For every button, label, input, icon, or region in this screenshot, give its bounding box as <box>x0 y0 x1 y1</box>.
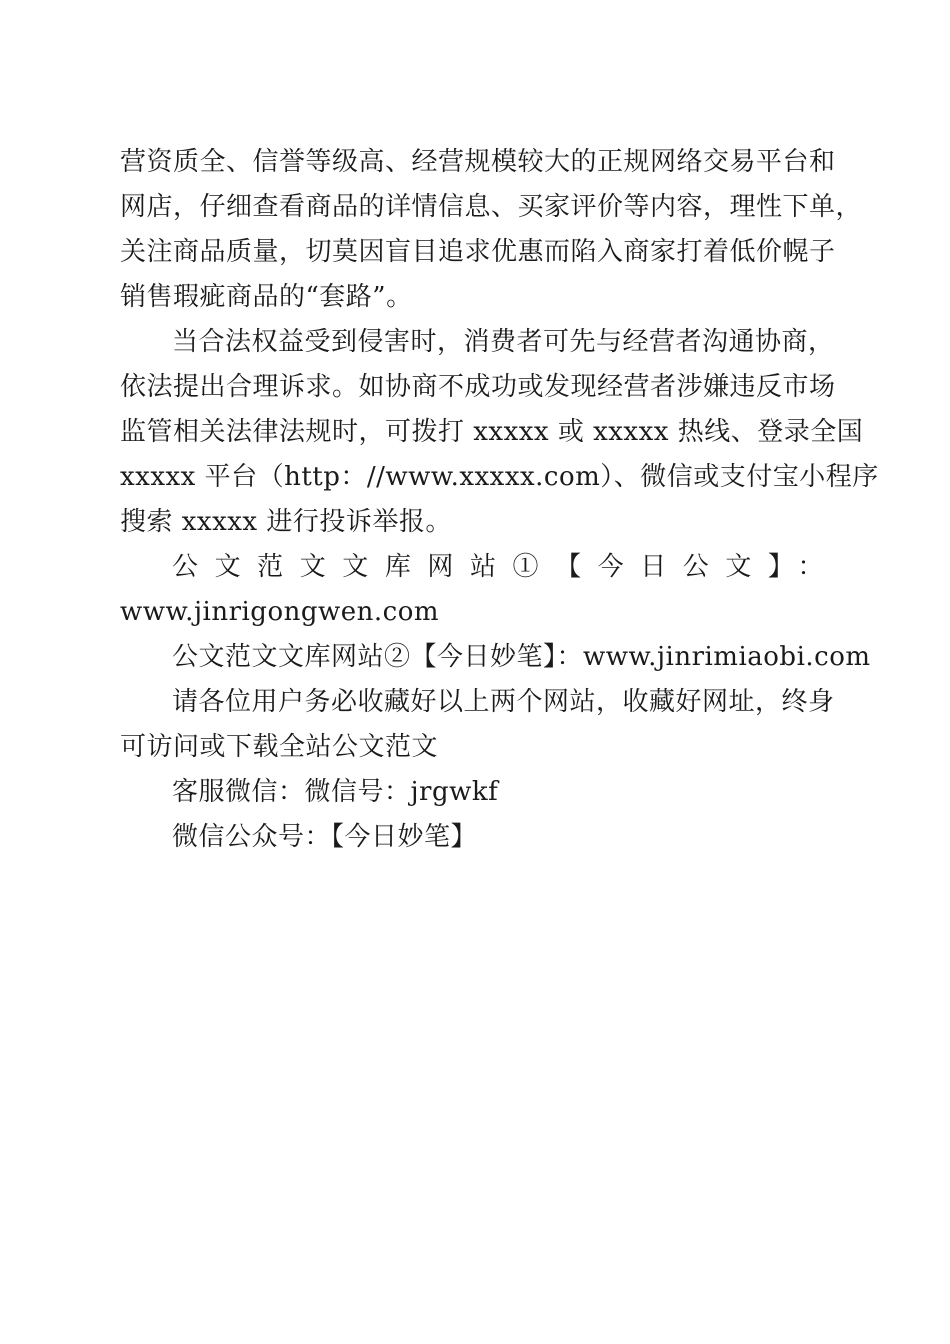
text-line: 营资质全、信誉等级高、经营规模较大的正规网络交易平台和 <box>120 147 836 177</box>
document-body <box>120 140 879 860</box>
bookmark-notice <box>120 680 835 770</box>
text-line: 搜索 xxxxx 进行投诉举报。 <box>120 507 452 537</box>
website-two[interactable]: 公文范文文库网站②【今日妙笔】：www.jinrimiaobi.com <box>172 642 871 672</box>
service-wechat: 客服微信：微信号：jrgwkf <box>172 777 499 807</box>
text-line: 可访问或下载全站公文范文 <box>120 732 439 762</box>
paragraph-complaint-advice <box>120 320 879 545</box>
official-account: 微信公众号：【今日妙笔】 <box>172 822 478 852</box>
website-one-label: 公文范文文库网站①【今日公文】： <box>172 552 824 582</box>
text-line: 销售瑕疵商品的“套路”。 <box>120 282 413 312</box>
website-one <box>120 545 824 635</box>
website-one-url[interactable]: www.jinrigongwen.com <box>120 597 440 627</box>
paragraph-shopping-advice <box>120 140 863 320</box>
text-line: xxxxx 平台（http：//www.xxxxx.com）、微信或支付宝小程序 <box>120 462 879 492</box>
text-line: 请各位用户务必收藏好以上两个网站，收藏好网址，终身 <box>172 687 835 717</box>
text-line: 网店，仔细查看商品的详情信息、买家评价等内容，理性下单， <box>120 192 863 222</box>
text-line: 依法提出合理诉求。如协商不成功或发现经营者涉嫌违反市场 <box>120 372 836 402</box>
text-line: 监管相关法律法规时，可拨打 xxxxx 或 xxxxx 热线、登录全国 <box>120 417 864 447</box>
text-line: 当合法权益受到侵害时，消费者可先与经营者沟通协商， <box>172 327 835 357</box>
text-line: 关注商品质量，切莫因盲目追求优惠而陷入商家打着低价幌子 <box>120 237 836 267</box>
